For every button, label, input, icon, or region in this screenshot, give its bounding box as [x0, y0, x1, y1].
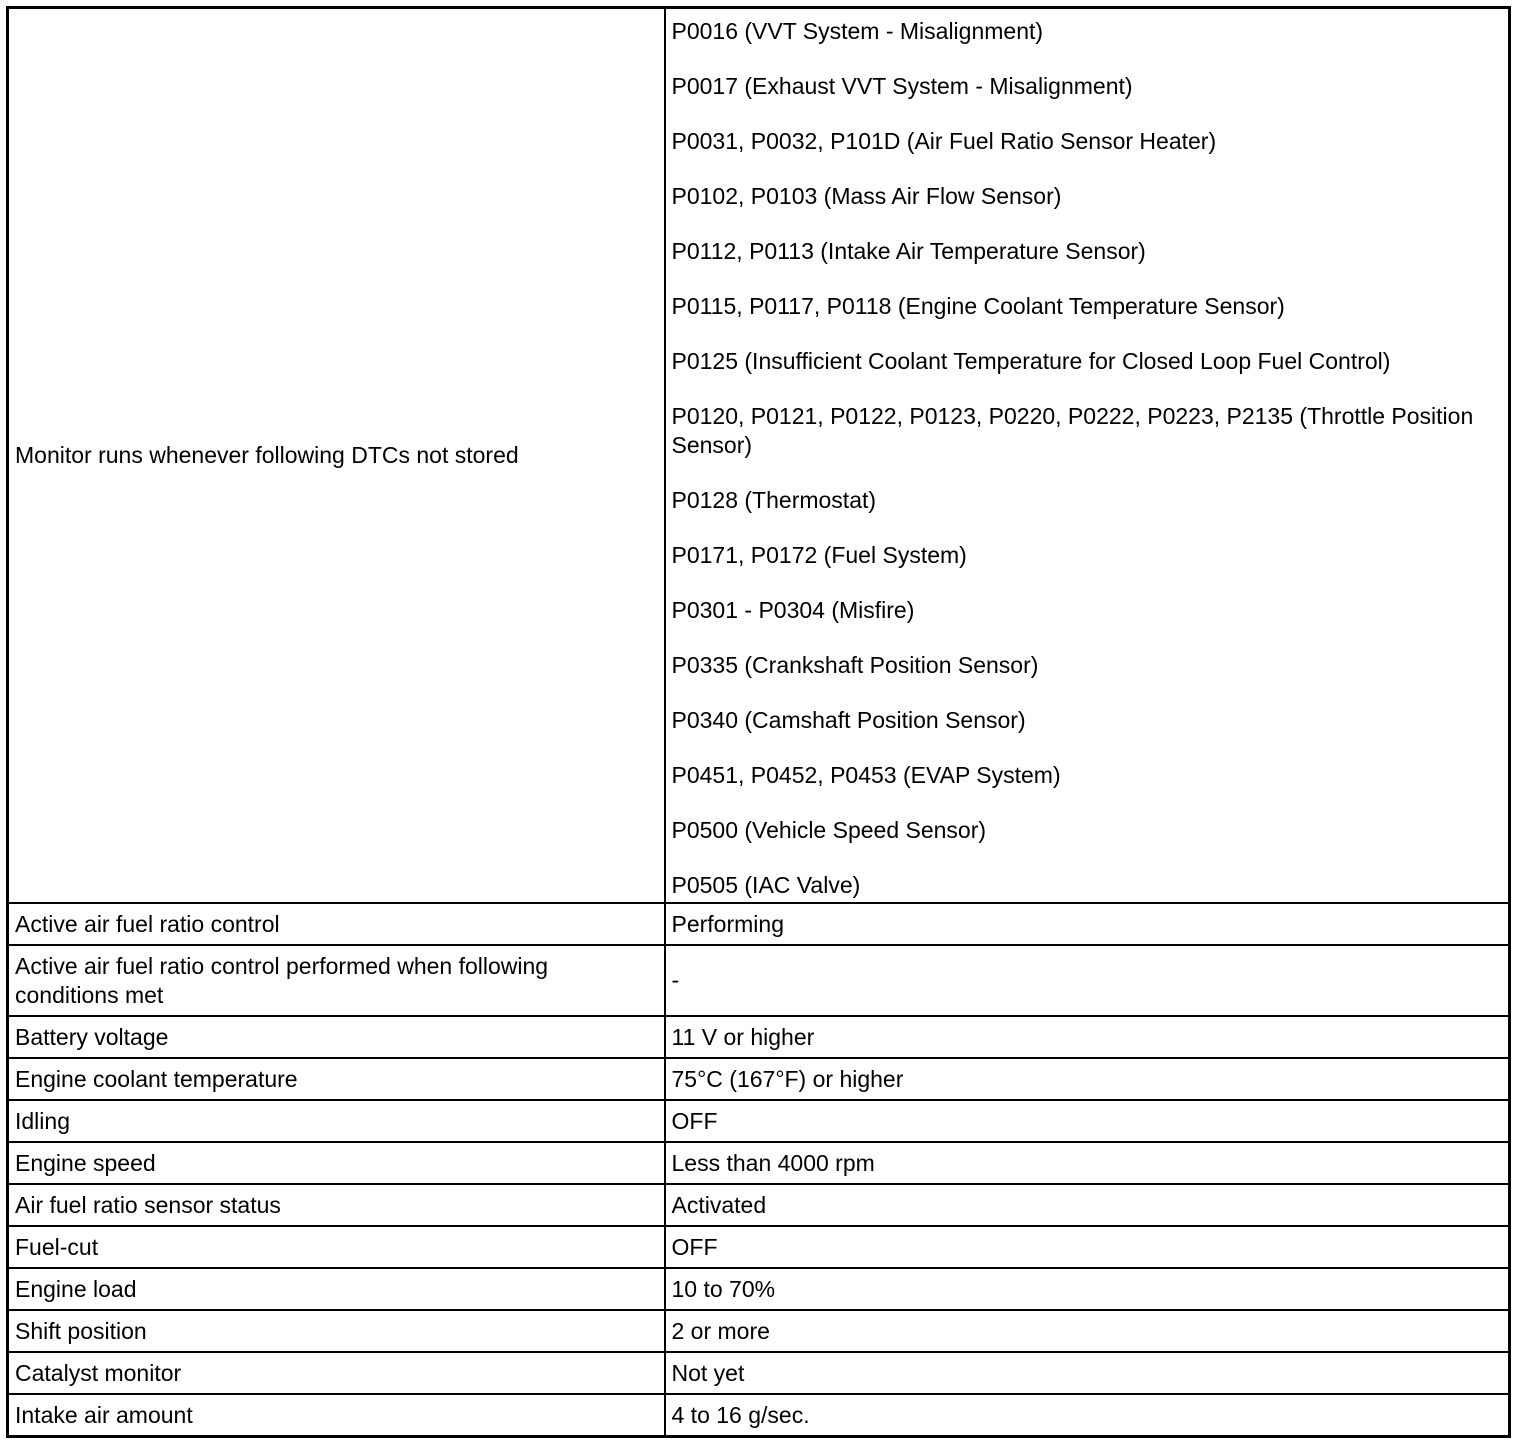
dtc-item: P0016 (VVT System - Misalignment) — [671, 17, 1044, 44]
condition-value: Not yet — [665, 1352, 1510, 1394]
dtc-item: P0128 (Thermostat) — [671, 486, 877, 513]
table-row — [8, 1142, 1510, 1184]
condition-value: 2 or more — [665, 1310, 1510, 1352]
table-row — [8, 1394, 1510, 1437]
dtc-item: P0500 (Vehicle Speed Sensor) — [671, 816, 987, 843]
condition-label: Battery voltage — [8, 1016, 665, 1058]
condition-label: Fuel-cut — [8, 1226, 665, 1268]
dtc-item: P0115, P0117, P0118 (Engine Coolant Temperature Sensor) — [671, 292, 1285, 319]
condition-value: Performing — [665, 903, 1510, 945]
condition-label: Engine speed — [8, 1142, 665, 1184]
dtc-item: P0120, P0121, P0122, P0123, P0220, P0222, P0223, P2135 (Throttle Position Sensor) — [671, 402, 1474, 458]
table-row — [8, 1016, 1510, 1058]
condition-label: Air fuel ratio sensor status — [8, 1184, 665, 1226]
dtc-list-cell — [665, 8, 1510, 904]
table-row — [8, 1058, 1510, 1100]
dtc-condition-label: Monitor runs whenever following DTCs not stored — [8, 8, 665, 904]
condition-label: Shift position — [8, 1310, 665, 1352]
table-row — [8, 1352, 1510, 1394]
dtc-list — [672, 10, 1503, 902]
condition-value: 11 V or higher — [665, 1016, 1510, 1058]
dtc-item: P0505 (IAC Valve) — [671, 871, 861, 898]
dtc-item: P0102, P0103 (Mass Air Flow Sensor) — [671, 182, 1062, 209]
dtc-item: P0112, P0113 (Intake Air Temperature Sensor) — [671, 237, 1146, 264]
condition-label: Intake air amount — [8, 1394, 665, 1437]
dtc-item: P0451, P0452, P0453 (EVAP System) — [671, 761, 1061, 788]
condition-value: OFF — [665, 1226, 1510, 1268]
table-row — [8, 1268, 1510, 1310]
condition-label: Idling — [8, 1100, 665, 1142]
condition-label: Active air fuel ratio control performed when following conditions met — [8, 945, 665, 1016]
condition-label: Engine load — [8, 1268, 665, 1310]
dtc-item: P0017 (Exhaust VVT System - Misalignment) — [671, 72, 1133, 99]
table-row — [8, 1310, 1510, 1352]
condition-value: OFF — [665, 1100, 1510, 1142]
table-row — [8, 945, 1510, 1016]
condition-value: 4 to 16 g/sec. — [665, 1394, 1510, 1437]
condition-label: Engine coolant temperature — [8, 1058, 665, 1100]
condition-value: - — [665, 945, 1510, 1016]
table-row — [8, 1226, 1510, 1268]
condition-value: 10 to 70% — [665, 1268, 1510, 1310]
conditions-table — [6, 6, 1511, 1438]
condition-label: Catalyst monitor — [8, 1352, 665, 1394]
table-row — [8, 903, 1510, 945]
dtc-item: P0125 (Insufficient Coolant Temperature for Closed Loop Fuel Control) — [671, 347, 1391, 374]
condition-value: Activated — [665, 1184, 1510, 1226]
table-row — [8, 1184, 1510, 1226]
table-row — [8, 1100, 1510, 1142]
condition-label: Active air fuel ratio control — [8, 903, 665, 945]
condition-value: 75°C (167°F) or higher — [665, 1058, 1510, 1100]
dtc-item: P0301 - P0304 (Misfire) — [671, 596, 915, 623]
dtc-item: P0031, P0032, P101D (Air Fuel Ratio Sensor Heater) — [671, 127, 1217, 154]
condition-value: Less than 4000 rpm — [665, 1142, 1510, 1184]
dtc-item: P0335 (Crankshaft Position Sensor) — [671, 651, 1039, 678]
dtc-item: P0171, P0172 (Fuel System) — [671, 541, 967, 568]
table-row — [8, 8, 1510, 904]
dtc-item: P0340 (Camshaft Position Sensor) — [671, 706, 1026, 733]
